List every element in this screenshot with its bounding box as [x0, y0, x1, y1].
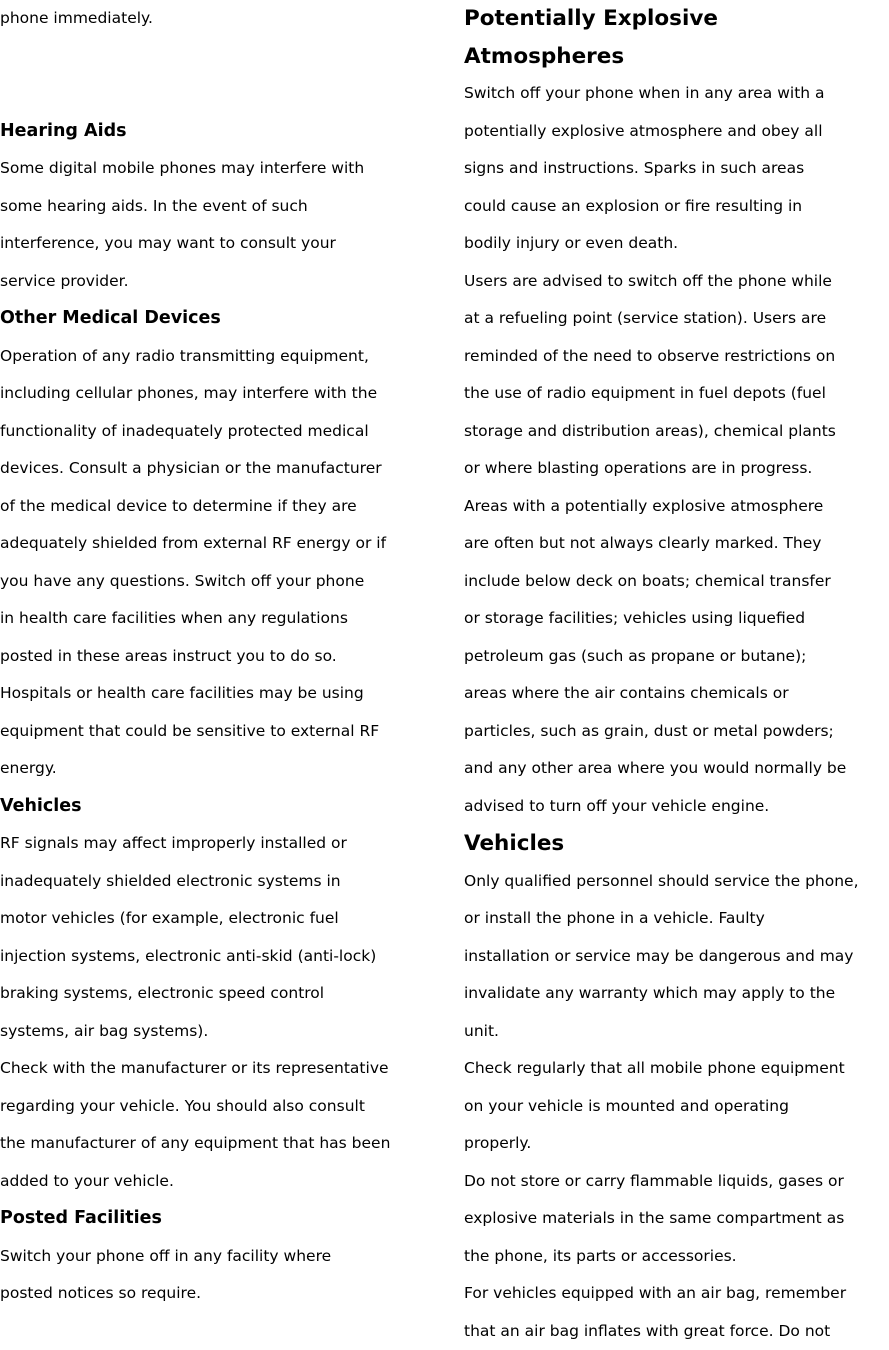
paragraph-line: Only qualified personnel should service the phone,	[464, 863, 889, 901]
paragraph-line: braking systems, electronic speed control	[0, 975, 440, 1013]
paragraph-line: reminded of the need to observe restrictions on	[464, 338, 889, 376]
spacer	[0, 38, 440, 113]
paragraph-line: particles, such as grain, dust or metal powders;	[464, 713, 889, 751]
paragraph-line: advised to turn off your vehicle engine.	[464, 788, 889, 826]
paragraph-line: properly.	[464, 1125, 889, 1163]
paragraph-line: and any other area where you would normally be	[464, 750, 889, 788]
paragraph-line: including cellular phones, may interfere with the	[0, 375, 440, 413]
vehicles-rf-heading: Vehicles	[0, 788, 440, 826]
paragraph-line: you have any questions. Switch off your phone	[0, 563, 440, 601]
paragraph-line: or install the phone in a vehicle. Faulty	[464, 900, 889, 938]
paragraph-line: motor vehicles (for example, electronic fuel	[0, 900, 440, 938]
paragraph-line: signs and instructions. Sparks in such areas	[464, 150, 889, 188]
paragraph-line: unit.	[464, 1013, 889, 1051]
left-column	[0, 0, 440, 1313]
paragraph-line: added to your vehicle.	[0, 1163, 440, 1201]
vehicles-service-heading: Vehicles	[464, 825, 889, 863]
paragraph-line: are often but not always clearly marked. They	[464, 525, 889, 563]
hearing-aids-section	[0, 113, 440, 301]
paragraph-line: adequately shielded from external RF energy or if	[0, 525, 440, 563]
paragraph-line: Users are advised to switch off the phone while	[464, 263, 889, 301]
other-medical-devices-section	[0, 300, 440, 788]
paragraph-line: the manufacturer of any equipment that has been	[0, 1125, 440, 1163]
paragraph-line: Areas with a potentially explosive atmosphere	[464, 488, 889, 526]
other-medical-devices-heading: Other Medical Devices	[0, 300, 440, 338]
paragraph-line: or where blasting operations are in progress.	[464, 450, 889, 488]
paragraph-line: Check with the manufacturer or its representative	[0, 1050, 440, 1088]
vehicles-rf-section	[0, 788, 440, 1201]
paragraph-line: petroleum gas (such as propane or butane);	[464, 638, 889, 676]
paragraph-line: Switch off your phone when in any area with a	[464, 75, 889, 113]
paragraph-line: or storage facilities; vehicles using liquefied	[464, 600, 889, 638]
paragraph-line: that an air bag inflates with great force. Do not	[464, 1313, 889, 1350]
paragraph-line: posted notices so require.	[0, 1275, 440, 1313]
paragraph-line: Operation of any radio transmitting equipment,	[0, 338, 440, 376]
right-column	[464, 0, 889, 1350]
intro-line: phone immediately.	[0, 0, 440, 38]
hearing-aids-heading: Hearing Aids	[0, 113, 440, 151]
paragraph-line: installation or service may be dangerous and may	[464, 938, 889, 976]
paragraph-line: systems, air bag systems).	[0, 1013, 440, 1051]
paragraph-line: invalidate any warranty which may apply to the	[464, 975, 889, 1013]
paragraph-line: Some digital mobile phones may interfere with	[0, 150, 440, 188]
paragraph-line: storage and distribution areas), chemical plants	[464, 413, 889, 451]
paragraph-line: For vehicles equipped with an air bag, remember	[464, 1275, 889, 1313]
paragraph-line: areas where the air contains chemicals or	[464, 675, 889, 713]
paragraph-line: devices. Consult a physician or the manufacturer	[0, 450, 440, 488]
paragraph-line: some hearing aids. In the event of such	[0, 188, 440, 226]
paragraph-line: energy.	[0, 750, 440, 788]
paragraph-line: regarding your vehicle. You should also consult	[0, 1088, 440, 1126]
paragraph-line: Hospitals or health care facilities may be using	[0, 675, 440, 713]
posted-facilities-section	[0, 1200, 440, 1313]
paragraph-line: functionality of inadequately protected medical	[0, 413, 440, 451]
paragraph-line: service provider.	[0, 263, 440, 301]
paragraph-line: Do not store or carry flammable liquids, gases or	[464, 1163, 889, 1201]
explosive-atmospheres-heading: Potentially Explosive	[464, 0, 889, 38]
paragraph-line: the phone, its parts or accessories.	[464, 1238, 889, 1276]
paragraph-line: injection systems, electronic anti-skid (anti-lock)	[0, 938, 440, 976]
paragraph-line: in health care facilities when any regulations	[0, 600, 440, 638]
paragraph-line: interference, you may want to consult your	[0, 225, 440, 263]
explosive-atmospheres-heading: Atmospheres	[464, 38, 889, 76]
paragraph-line: Switch your phone off in any facility where	[0, 1238, 440, 1276]
paragraph-line: bodily injury or even death.	[464, 225, 889, 263]
paragraph-line: posted in these areas instruct you to do so.	[0, 638, 440, 676]
paragraph-line: explosive materials in the same compartment as	[464, 1200, 889, 1238]
paragraph-line: equipment that could be sensitive to external RF	[0, 713, 440, 751]
paragraph-line: RF signals may affect improperly installed or	[0, 825, 440, 863]
vehicles-service-section	[464, 825, 889, 1350]
paragraph-line: of the medical device to determine if they are	[0, 488, 440, 526]
paragraph-line: potentially explosive atmosphere and obey all	[464, 113, 889, 151]
explosive-atmospheres-section	[464, 0, 889, 825]
posted-facilities-heading: Posted Facilities	[0, 1200, 440, 1238]
paragraph-line: could cause an explosion or fire resulting in	[464, 188, 889, 226]
paragraph-line: Check regularly that all mobile phone equipment	[464, 1050, 889, 1088]
paragraph-line: inadequately shielded electronic systems in	[0, 863, 440, 901]
paragraph-line: include below deck on boats; chemical transfer	[464, 563, 889, 601]
paragraph-line: at a refueling point (service station). Users are	[464, 300, 889, 338]
paragraph-line: the use of radio equipment in fuel depots (fuel	[464, 375, 889, 413]
paragraph-line: on your vehicle is mounted and operating	[464, 1088, 889, 1126]
